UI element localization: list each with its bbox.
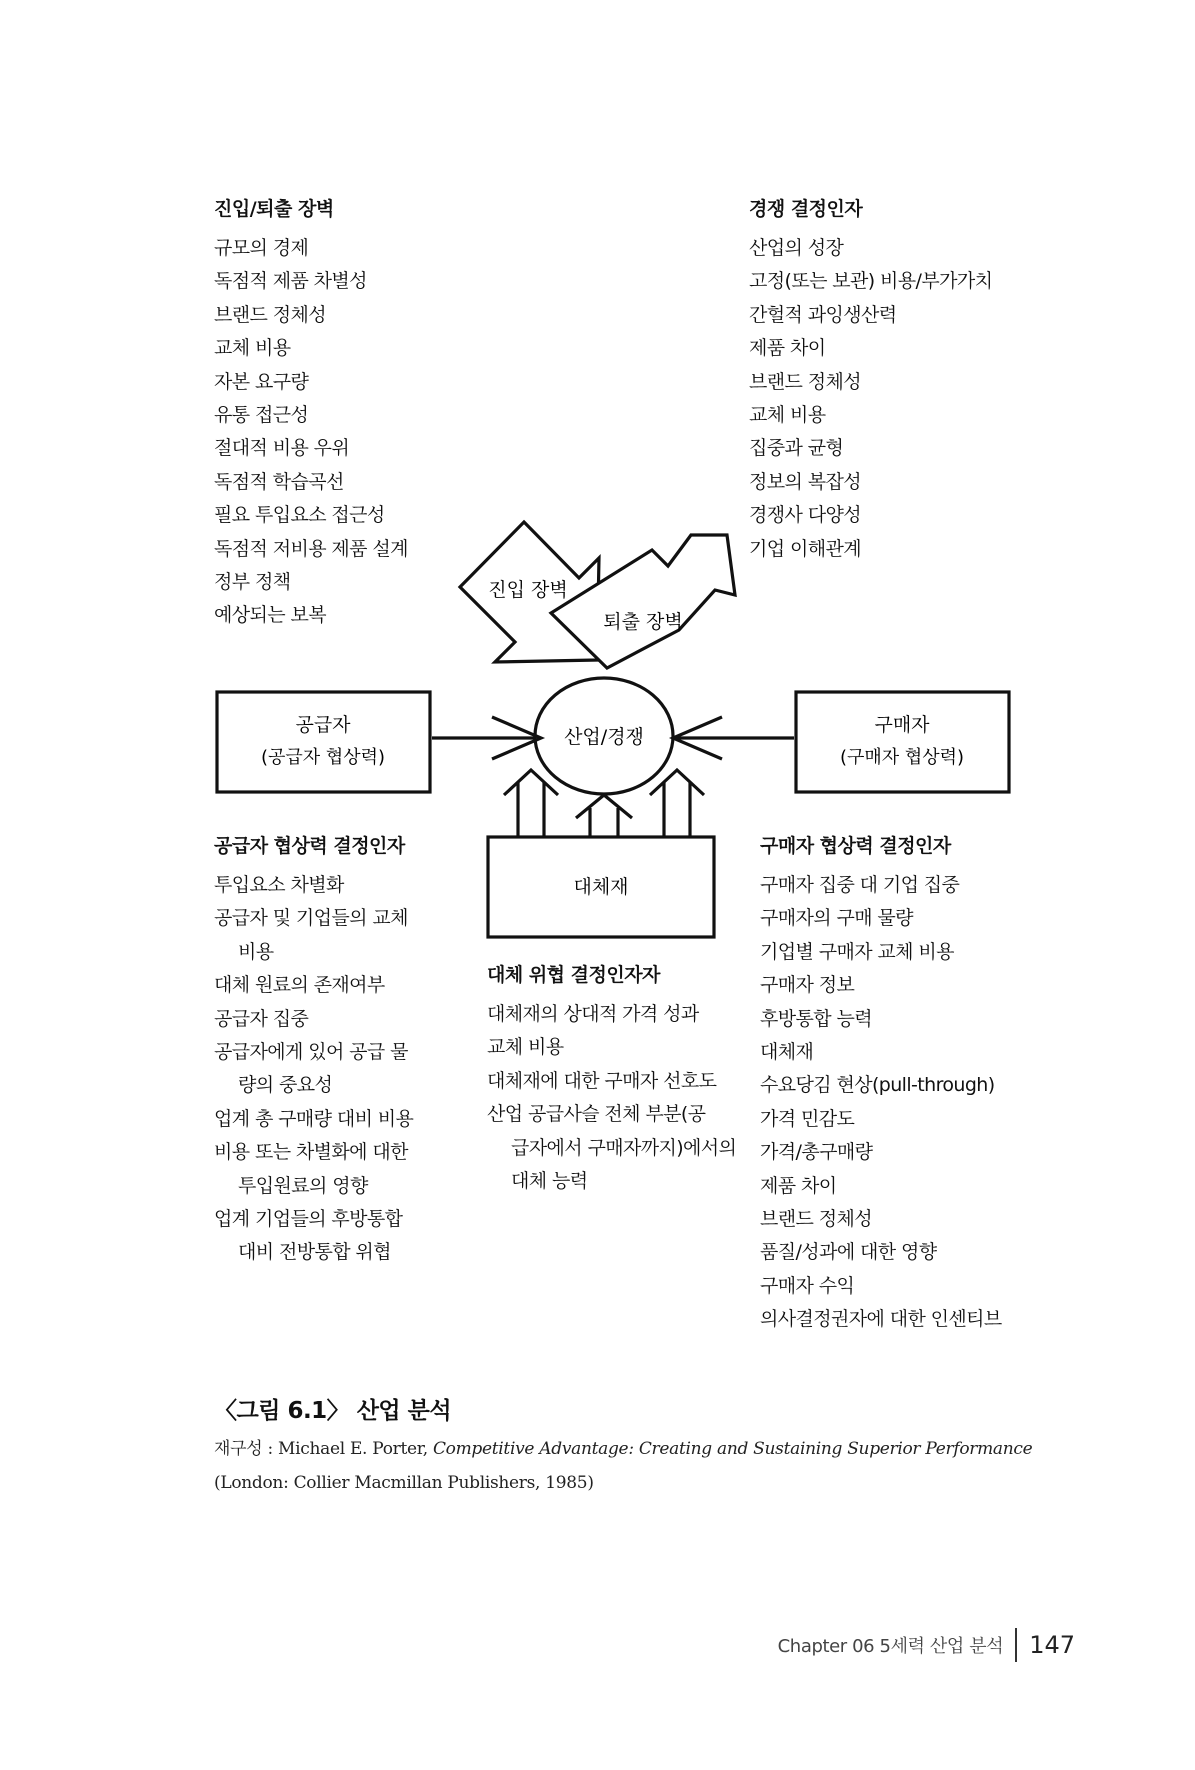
substitute-label: 대체재 [573, 876, 629, 898]
list-item-text: 공급자 및 기업들의 교체 [214, 907, 408, 930]
list-item [487, 1098, 736, 1198]
list-item: 제품 차이 [749, 337, 826, 360]
supplier-power-heading: 공급자 협상력 결정인자 [214, 835, 405, 857]
list-item: 예상되는 보복 [214, 604, 326, 627]
list-item-text: 업계 총 구매량 대비 비용 [214, 1107, 414, 1130]
list-item: 후방통합 능력 [760, 1007, 872, 1030]
list-item: 자본 요구량 [214, 370, 309, 393]
supplier-power-block [214, 829, 413, 1270]
list-item: 고정(또는 보관) 비용/부가가치 [749, 270, 993, 293]
list-item [214, 1136, 413, 1203]
list-item: 집중과 균형 [749, 437, 844, 460]
list-item-text: 공급자에게 있어 공급 물 [214, 1041, 408, 1064]
list-item: 독점적 저비용 제품 설계 [214, 537, 408, 560]
list-item: 브랜드 정체성 [214, 303, 326, 326]
list-item: 기업별 구매자 교체 비용 [760, 940, 954, 963]
substitute-threat-block [487, 958, 736, 1198]
list-item [214, 969, 413, 1002]
buyer-to-industry-arrow [673, 717, 794, 759]
list-item: 의사결정권자에 대한 인센티브 [760, 1308, 1002, 1331]
list-item: 제품 차이 [760, 1174, 837, 1197]
buyer-power-list [760, 869, 1002, 1337]
industry-label: 산업/경쟁 [564, 726, 644, 748]
list-item: 구매자의 구매 물량 [760, 907, 913, 930]
buyer-box [796, 692, 1009, 792]
list-item-text: 대체재의 상대적 가격 성과 [487, 1003, 699, 1025]
figure-caption-title: 〈그림 6.1〉 산업 분석 [214, 1398, 452, 1424]
list-item [214, 1003, 413, 1036]
supplier-power-list [214, 869, 413, 1270]
buyer-title: 구매자 [874, 714, 930, 736]
buyer-power-block [760, 829, 1002, 1337]
list-item: 정보의 복잡성 [749, 470, 861, 493]
supplier-subtitle: (공급자 협상력) [260, 747, 386, 768]
footer-divider [1015, 1628, 1017, 1662]
list-item [487, 998, 736, 1031]
list-item: 수요당김 현상(pull-through) [760, 1074, 995, 1097]
list-item [214, 1036, 413, 1103]
substitute-threat-list [487, 998, 736, 1198]
list-item: 가격/총구매량 [760, 1141, 873, 1164]
list-item: 경쟁사 다양성 [749, 504, 861, 527]
list-item [214, 1203, 413, 1270]
chapter-running-head: Chapter 06 5세력 산업 분석 [777, 1636, 1004, 1657]
list-item [487, 1065, 736, 1098]
list-item: 정부 정책 [214, 571, 291, 594]
figure-source [214, 1432, 1074, 1500]
list-item: 대체재 [760, 1041, 814, 1064]
source-suffix: (London: Collier Macmillan Publishers, 1985) [214, 1473, 594, 1493]
list-item-continuation: 대비 전방통합 위협 [238, 1241, 391, 1264]
list-item: 필요 투입요소 접근성 [214, 504, 385, 527]
list-item: 독점적 학습곡선 [214, 470, 344, 493]
list-item [214, 902, 413, 969]
list-item: 독점적 제품 차별성 [214, 270, 367, 293]
exit-barrier-label: 퇴출 장벽 [603, 611, 683, 633]
list-item: 브랜드 정체성 [749, 370, 861, 393]
page-footer [778, 1628, 1075, 1662]
supplier-box [217, 692, 430, 792]
source-prefix: 재구성 : Michael E. Porter, [214, 1439, 433, 1459]
list-item [214, 869, 413, 902]
entry-barrier-label: 진입 장벽 [488, 579, 568, 601]
list-item [487, 1031, 736, 1064]
list-item-continuation: 대체 능력 [511, 1170, 588, 1193]
rivalry-determinants-heading: 경쟁 결정인자 [749, 198, 863, 220]
list-item: 간헐적 과잉생산력 [749, 303, 897, 326]
list-item [214, 1103, 413, 1136]
list-item-text: 비용 또는 차별화에 대한 [214, 1141, 408, 1164]
supplier-title: 공급자 [295, 714, 351, 736]
list-item-continuation: 비용 [238, 940, 274, 963]
list-item: 가격 민감도 [760, 1107, 855, 1130]
entry-exit-barriers-heading: 진입/퇴출 장벽 [214, 198, 334, 220]
list-item-text: 공급자 집중 [214, 1007, 309, 1030]
list-item: 품질/성과에 대한 영향 [760, 1241, 937, 1264]
list-item-continuation: 투입원료의 영향 [238, 1174, 368, 1197]
list-item: 유통 접근성 [214, 404, 309, 427]
list-item-text: 산업 공급사슬 전체 부분(공 [487, 1103, 706, 1126]
list-item: 구매자 수익 [760, 1274, 855, 1297]
list-item-text: 투입요소 차별화 [214, 874, 344, 896]
list-item: 산업의 성장 [749, 237, 844, 259]
page-number: 147 [1029, 1631, 1075, 1659]
list-item-text: 대체재에 대한 구매자 선호도 [487, 1069, 717, 1092]
list-item-text: 업계 기업들의 후방통합 [214, 1208, 403, 1231]
list-item: 규모의 경제 [214, 237, 309, 259]
buyer-subtitle: (구매자 협상력) [839, 747, 965, 768]
list-item: 기업 이해관계 [749, 537, 861, 560]
list-item: 교체 비용 [214, 337, 291, 360]
list-item-continuation: 급자에서 구매자까지)에서의 [511, 1136, 737, 1159]
substitute-threat-heading: 대체 위협 결정인자자 [487, 964, 660, 986]
list-item-continuation: 량의 중요성 [238, 1074, 333, 1097]
list-item-text: 교체 비용 [487, 1036, 564, 1059]
list-item: 브랜드 정체성 [760, 1208, 872, 1231]
supplier-to-industry-arrow [432, 717, 541, 759]
source-title: Competitive Advantage: Creating and Sustaining Superior Performance [432, 1439, 1033, 1459]
buyer-power-heading: 구매자 협상력 결정인자 [760, 835, 951, 857]
list-item-text: 대체 원료의 존재여부 [214, 974, 385, 997]
list-item: 교체 비용 [749, 404, 826, 427]
list-item: 구매자 정보 [760, 974, 855, 997]
list-item: 절대적 비용 우위 [214, 437, 350, 460]
list-item: 구매자 집중 대 기업 집중 [760, 874, 960, 896]
